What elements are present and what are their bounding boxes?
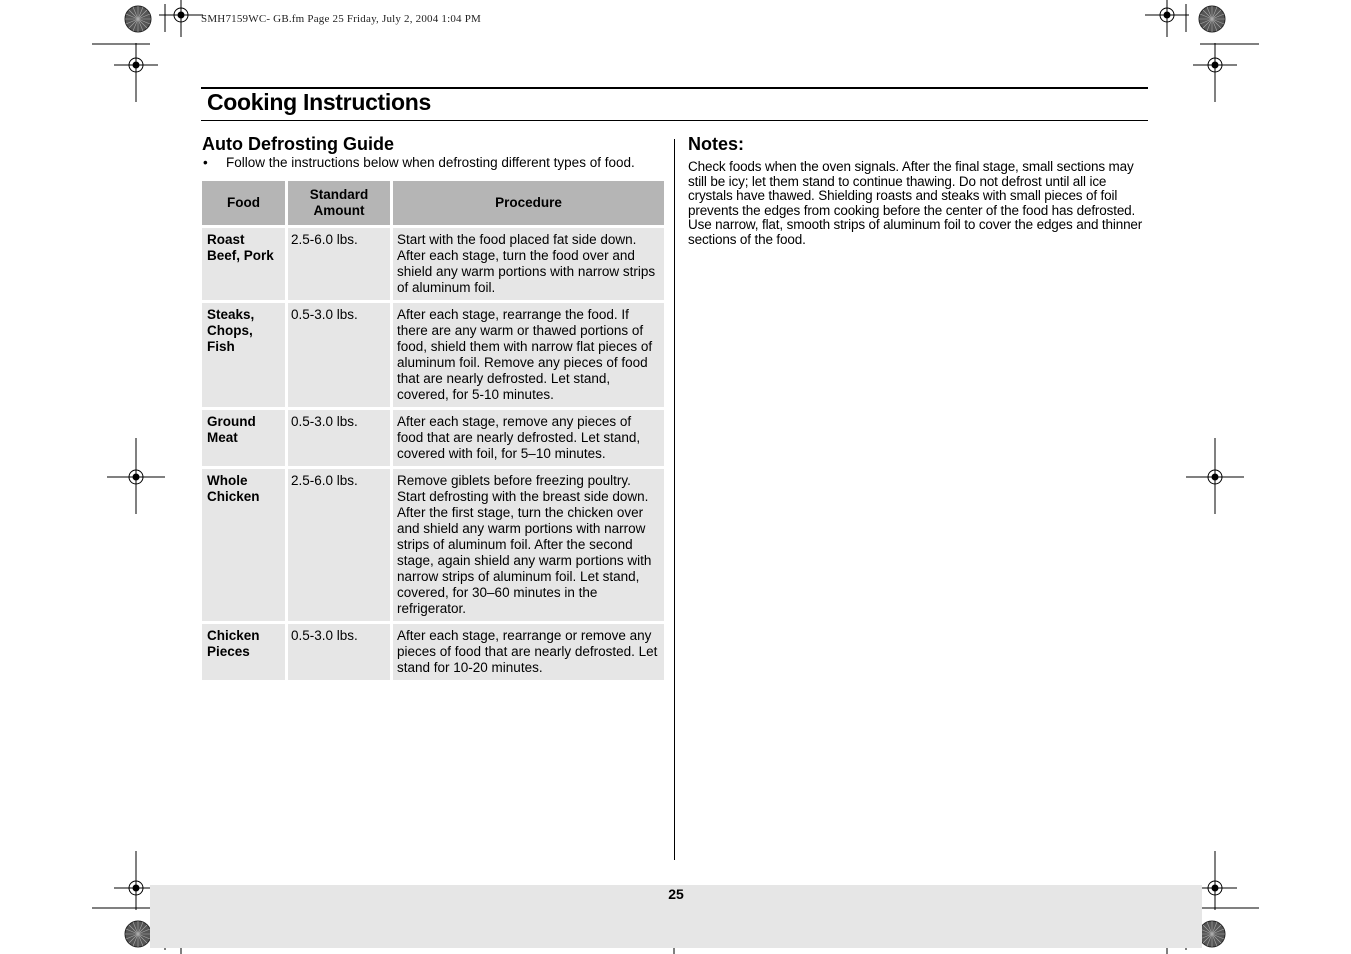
amount-cell: 0.5-3.0 lbs. [288,303,393,410]
amount-cell: 2.5-6.0 lbs. [288,469,393,624]
page-number: 25 [668,886,684,902]
header-procedure: Procedure [393,181,664,228]
guide-bullet [202,155,664,171]
procedure-cell: Remove giblets before freezing poultry. Start defrosting with the breast side down. After the first stage, turn the chicken over and shield any warm portions with narrow strips of aluminum foil. After the second stage, again shield any warm portions with narrow strips of aluminum foil. Let stand, covered, for 30–60 minutes in the refrigerator. [393,469,664,624]
food-cell: Whole Chicken [202,469,288,624]
notes-section [688,133,1148,247]
header-amount: Standard Amount [288,181,393,228]
guide-bullet-text: Follow the instructions below when defrosting different types of food. [226,155,635,170]
table-row [202,303,664,410]
table-row [202,469,664,624]
header-food: Food [202,181,288,228]
column-divider [674,139,675,860]
defrost-table [202,181,664,683]
table-row [202,624,664,683]
footer-band [150,885,1202,948]
auto-defrost-guide [202,133,664,675]
title-rule-bottom [201,120,1148,121]
amount-cell: 0.5-3.0 lbs. [288,410,393,469]
notes-body: Check foods when the oven signals. After the final stage, small sections may still be icy; let them stand to continue thawing. Do not defrost until all ice crystals have thawed. Shielding roasts and steaks with small pieces of foil prevents the edges from cooking before the center of the food has defrosted. Use narrow, flat, smooth strips of aluminum foil to cover the edges and thinner sections of the food. [688,159,1143,247]
food-cell: Steaks, Chops, Fish [202,303,288,410]
food-cell: Ground Meat [202,410,288,469]
table-row [202,228,664,303]
amount-cell: 0.5-3.0 lbs. [288,624,393,683]
page-title: Cooking Instructions [207,89,432,115]
procedure-cell: After each stage, remove any pieces of food that are nearly defrosted. Let stand, covered with foil, for 5–10 minutes. [393,410,664,469]
guide-title: Auto Defrosting Guide [202,134,394,154]
table-row [202,410,664,469]
procedure-cell: After each stage, rearrange the food. If there are any warm or thawed portions of food, shield them with narrow flat pieces of aluminum foil. Remove any pieces of food that are nearly defrosted. Let stand, covered, for 5-10 minutes. [393,303,664,410]
procedure-cell: After each stage, rearrange or remove any pieces of food that are nearly defrosted. Let stand for 10-20 minutes. [393,624,664,683]
food-cell: Chicken Pieces [202,624,288,683]
food-cell: Roast Beef, Pork [202,228,288,303]
print-slug: SMH7159WC- GB.fm Page 25 Friday, July 2, 2004 1:04 PM [201,13,482,25]
bullet-icon: • [203,155,208,170]
table-header-row [202,181,664,228]
notes-title: Notes: [688,134,745,154]
amount-cell: 2.5-6.0 lbs. [288,228,393,303]
procedure-cell: Start with the food placed fat side down. After each stage, turn the food over and shield any warm portions with narrow strips of aluminum foil. [393,228,664,303]
